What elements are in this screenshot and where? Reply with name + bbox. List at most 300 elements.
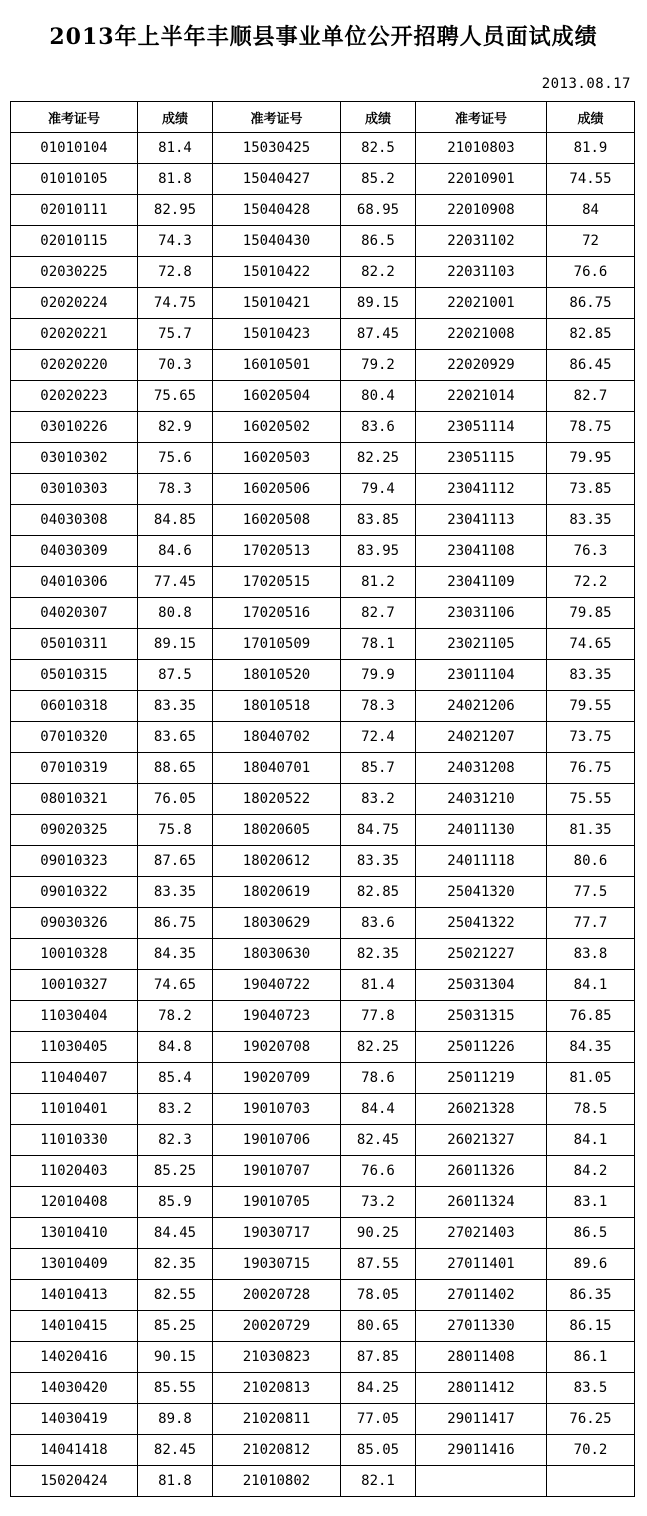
table-row	[11, 1094, 635, 1125]
exam-id-cell: 19010706	[213, 1125, 341, 1156]
exam-id-cell: 17020516	[213, 598, 341, 629]
exam-id-cell: 18010520	[213, 660, 341, 691]
exam-id-cell: 02010111	[11, 195, 138, 226]
score-cell: 88.65	[138, 753, 213, 784]
score-cell: 83.5	[547, 1373, 635, 1404]
exam-id-cell: 19030715	[213, 1249, 341, 1280]
score-cell: 89.8	[138, 1404, 213, 1435]
score-cell: 83.35	[341, 846, 416, 877]
exam-date: 2013.08.17	[541, 76, 631, 92]
exam-id-cell: 14020416	[11, 1342, 138, 1373]
header-exam-id-3: 准考证号	[416, 102, 547, 133]
table-row	[11, 288, 635, 319]
exam-id-cell: 19030717	[213, 1218, 341, 1249]
score-cell: 79.85	[547, 598, 635, 629]
score-cell: 89.6	[547, 1249, 635, 1280]
score-cell: 81.2	[341, 567, 416, 598]
exam-id-cell: 22021001	[416, 288, 547, 319]
score-cell: 84.4	[341, 1094, 416, 1125]
score-cell: 76.85	[547, 1001, 635, 1032]
exam-id-cell: 25041320	[416, 877, 547, 908]
score-cell: 86.15	[547, 1311, 635, 1342]
exam-id-cell: 25041322	[416, 908, 547, 939]
exam-id-cell: 09010322	[11, 877, 138, 908]
score-cell: 78.05	[341, 1280, 416, 1311]
exam-id-cell: 24021206	[416, 691, 547, 722]
exam-id-cell: 23011104	[416, 660, 547, 691]
score-cell: 72.8	[138, 257, 213, 288]
score-cell: 83.6	[341, 908, 416, 939]
score-cell: 87.55	[341, 1249, 416, 1280]
score-cell: 83.35	[547, 660, 635, 691]
table-row	[11, 1001, 635, 1032]
exam-id-cell: 15010422	[213, 257, 341, 288]
exam-id-cell: 16020506	[213, 474, 341, 505]
exam-id-cell: 15040427	[213, 164, 341, 195]
score-cell: 68.95	[341, 195, 416, 226]
exam-id-cell: 05010311	[11, 629, 138, 660]
exam-id-cell: 03010226	[11, 412, 138, 443]
score-cell: 85.4	[138, 1063, 213, 1094]
exam-id-cell: 18020619	[213, 877, 341, 908]
exam-id-cell: 22021008	[416, 319, 547, 350]
exam-id-cell: 06010318	[11, 691, 138, 722]
score-cell: 75.7	[138, 319, 213, 350]
score-cell: 89.15	[341, 288, 416, 319]
score-cell: 83.8	[547, 939, 635, 970]
score-cell: 82.25	[341, 443, 416, 474]
exam-id-cell: 05010315	[11, 660, 138, 691]
exam-id-cell: 09020325	[11, 815, 138, 846]
score-cell: 82.85	[341, 877, 416, 908]
table-row	[11, 257, 635, 288]
score-cell: 82.55	[138, 1280, 213, 1311]
score-cell: 84.6	[138, 536, 213, 567]
table-row	[11, 319, 635, 350]
score-cell: 76.6	[547, 257, 635, 288]
exam-id-cell: 25031315	[416, 1001, 547, 1032]
score-cell: 83.2	[341, 784, 416, 815]
score-cell: 84.1	[547, 970, 635, 1001]
score-cell: 86.1	[547, 1342, 635, 1373]
score-cell: 84.1	[547, 1125, 635, 1156]
exam-id-cell: 18010518	[213, 691, 341, 722]
table-row	[11, 939, 635, 970]
exam-id-cell: 17020513	[213, 536, 341, 567]
score-cell: 87.5	[138, 660, 213, 691]
exam-id-cell: 22021014	[416, 381, 547, 412]
score-cell: 82.5	[341, 133, 416, 164]
table-row	[11, 1373, 635, 1404]
score-cell: 84.75	[341, 815, 416, 846]
exam-id-cell: 27011401	[416, 1249, 547, 1280]
score-cell: 76.3	[547, 536, 635, 567]
exam-id-cell: 21020812	[213, 1435, 341, 1466]
exam-id-cell: 19010707	[213, 1156, 341, 1187]
exam-id-cell: 19020709	[213, 1063, 341, 1094]
exam-id-cell: 26021328	[416, 1094, 547, 1125]
header-score-1: 成绩	[138, 102, 213, 133]
exam-id-cell: 24021207	[416, 722, 547, 753]
exam-id-cell: 04030308	[11, 505, 138, 536]
exam-id-cell: 21010803	[416, 133, 547, 164]
exam-id-cell: 14030419	[11, 1404, 138, 1435]
exam-id-cell: 17020515	[213, 567, 341, 598]
score-cell: 80.6	[547, 846, 635, 877]
exam-id-cell: 21030823	[213, 1342, 341, 1373]
exam-id-cell: 09030326	[11, 908, 138, 939]
score-cell: 87.45	[341, 319, 416, 350]
table-row	[11, 164, 635, 195]
score-cell: 72	[547, 226, 635, 257]
exam-id-cell: 23051115	[416, 443, 547, 474]
score-cell: 82.2	[341, 257, 416, 288]
score-cell: 84.25	[341, 1373, 416, 1404]
score-cell: 81.4	[341, 970, 416, 1001]
score-cell: 73.75	[547, 722, 635, 753]
exam-id-cell: 16020503	[213, 443, 341, 474]
score-cell: 78.6	[341, 1063, 416, 1094]
score-cell: 83.95	[341, 536, 416, 567]
score-cell: 82.9	[138, 412, 213, 443]
exam-id-cell: 29011416	[416, 1435, 547, 1466]
exam-id-cell: 23041109	[416, 567, 547, 598]
score-cell: 77.05	[341, 1404, 416, 1435]
exam-id-cell: 16020508	[213, 505, 341, 536]
score-cell: 87.65	[138, 846, 213, 877]
score-cell: 85.25	[138, 1311, 213, 1342]
score-cell: 78.3	[138, 474, 213, 505]
exam-id-cell: 22010901	[416, 164, 547, 195]
score-cell: 84.35	[138, 939, 213, 970]
exam-id-cell: 26011324	[416, 1187, 547, 1218]
score-cell: 82.95	[138, 195, 213, 226]
exam-id-cell: 23041113	[416, 505, 547, 536]
exam-id-cell: 18020612	[213, 846, 341, 877]
score-cell: 82.35	[341, 939, 416, 970]
exam-id-cell: 11010401	[11, 1094, 138, 1125]
score-cell: 86.5	[341, 226, 416, 257]
table-row	[11, 1156, 635, 1187]
exam-id-cell: 08010321	[11, 784, 138, 815]
exam-id-cell: 11040407	[11, 1063, 138, 1094]
score-cell: 86.5	[547, 1218, 635, 1249]
score-cell: 78.5	[547, 1094, 635, 1125]
exam-id-cell: 18040701	[213, 753, 341, 784]
exam-id-cell: 23051114	[416, 412, 547, 443]
exam-id-cell: 18030630	[213, 939, 341, 970]
score-cell: 85.05	[341, 1435, 416, 1466]
score-cell: 77.5	[547, 877, 635, 908]
score-cell: 90.25	[341, 1218, 416, 1249]
score-cell: 82.45	[138, 1435, 213, 1466]
score-cell: 77.7	[547, 908, 635, 939]
table-row	[11, 908, 635, 939]
table-row	[11, 1280, 635, 1311]
score-cell: 74.55	[547, 164, 635, 195]
score-cell: 77.45	[138, 567, 213, 598]
table-row	[11, 536, 635, 567]
score-cell: 85.9	[138, 1187, 213, 1218]
table-row	[11, 1435, 635, 1466]
score-cell: 84.2	[547, 1156, 635, 1187]
score-cell: 85.7	[341, 753, 416, 784]
exam-id-cell: 29011417	[416, 1404, 547, 1435]
exam-id-cell: 23041108	[416, 536, 547, 567]
exam-id-cell: 21020813	[213, 1373, 341, 1404]
header-row	[11, 102, 635, 133]
exam-id-cell: 04030309	[11, 536, 138, 567]
score-cell: 79.9	[341, 660, 416, 691]
table-row	[11, 753, 635, 784]
exam-id-cell: 18040702	[213, 722, 341, 753]
exam-id-cell: 27011402	[416, 1280, 547, 1311]
score-cell: 79.4	[341, 474, 416, 505]
score-cell: 84.8	[138, 1032, 213, 1063]
exam-id-cell: 19010705	[213, 1187, 341, 1218]
score-cell: 76.6	[341, 1156, 416, 1187]
exam-id-cell: 03010303	[11, 474, 138, 505]
exam-id-cell: 10010327	[11, 970, 138, 1001]
score-cell: 75.65	[138, 381, 213, 412]
exam-id-cell: 25031304	[416, 970, 547, 1001]
score-cell: 86.35	[547, 1280, 635, 1311]
table-row	[11, 412, 635, 443]
header-exam-id-2: 准考证号	[213, 102, 341, 133]
exam-id-cell: 24031208	[416, 753, 547, 784]
score-cell: 72.4	[341, 722, 416, 753]
exam-id-cell: 02020221	[11, 319, 138, 350]
score-cell: 84.85	[138, 505, 213, 536]
exam-id-cell: 15010423	[213, 319, 341, 350]
exam-id-cell: 03010302	[11, 443, 138, 474]
exam-id-cell: 20020728	[213, 1280, 341, 1311]
exam-id-cell: 14010413	[11, 1280, 138, 1311]
table-row	[11, 1187, 635, 1218]
score-cell: 82.35	[138, 1249, 213, 1280]
score-cell: 78.1	[341, 629, 416, 660]
exam-id-cell: 07010319	[11, 753, 138, 784]
exam-id-cell: 07010320	[11, 722, 138, 753]
table-row	[11, 1125, 635, 1156]
score-cell: 83.35	[138, 877, 213, 908]
table-row	[11, 443, 635, 474]
exam-id-cell: 25011219	[416, 1063, 547, 1094]
exam-id-cell: 14041418	[11, 1435, 138, 1466]
table-row	[11, 567, 635, 598]
score-cell: 81.4	[138, 133, 213, 164]
exam-id-cell: 19040723	[213, 1001, 341, 1032]
exam-id-cell: 19040722	[213, 970, 341, 1001]
exam-id-cell: 15040430	[213, 226, 341, 257]
table-row	[11, 815, 635, 846]
table-row	[11, 877, 635, 908]
score-cell: 80.65	[341, 1311, 416, 1342]
score-cell: 75.6	[138, 443, 213, 474]
table-row	[11, 1404, 635, 1435]
exam-id-cell: 28011408	[416, 1342, 547, 1373]
exam-id-cell: 18020605	[213, 815, 341, 846]
table-row	[11, 1466, 635, 1497]
score-cell: 74.3	[138, 226, 213, 257]
exam-id-cell: 16010501	[213, 350, 341, 381]
exam-id-cell: 19010703	[213, 1094, 341, 1125]
exam-id-cell: 21010802	[213, 1466, 341, 1497]
score-cell: 82.25	[341, 1032, 416, 1063]
score-cell: 82.45	[341, 1125, 416, 1156]
score-cell: 83.35	[547, 505, 635, 536]
table-row	[11, 226, 635, 257]
scores-body	[11, 133, 635, 1497]
table-row	[11, 1218, 635, 1249]
score-cell: 84.35	[547, 1032, 635, 1063]
exam-id-cell: 09010323	[11, 846, 138, 877]
exam-id-cell: 15010421	[213, 288, 341, 319]
exam-id-cell: 15040428	[213, 195, 341, 226]
table-row	[11, 691, 635, 722]
score-cell: 72.2	[547, 567, 635, 598]
exam-id-cell: 26011326	[416, 1156, 547, 1187]
score-cell: 84.45	[138, 1218, 213, 1249]
score-cell: 83.6	[341, 412, 416, 443]
exam-id-cell: 20020729	[213, 1311, 341, 1342]
score-cell: 83.65	[138, 722, 213, 753]
score-cell: 73.2	[341, 1187, 416, 1218]
score-cell: 83.35	[138, 691, 213, 722]
score-cell: 79.55	[547, 691, 635, 722]
exam-id-cell: 11020403	[11, 1156, 138, 1187]
exam-id-cell: 16020504	[213, 381, 341, 412]
header-exam-id-1: 准考证号	[11, 102, 138, 133]
score-cell: 75.55	[547, 784, 635, 815]
score-cell: 89.15	[138, 629, 213, 660]
table-row	[11, 629, 635, 660]
exam-id-cell: 22031103	[416, 257, 547, 288]
exam-id-cell: 25021227	[416, 939, 547, 970]
exam-id-cell: 16020502	[213, 412, 341, 443]
score-cell: 86.75	[547, 288, 635, 319]
score-cell: 81.8	[138, 1466, 213, 1497]
table-row	[11, 1342, 635, 1373]
exam-id-cell: 22010908	[416, 195, 547, 226]
score-cell: 77.8	[341, 1001, 416, 1032]
score-cell: 82.7	[547, 381, 635, 412]
exam-id-cell: 02030225	[11, 257, 138, 288]
score-cell	[547, 1466, 635, 1497]
table-row	[11, 474, 635, 505]
exam-id-cell: 27021403	[416, 1218, 547, 1249]
exam-id-cell: 17010509	[213, 629, 341, 660]
exam-id-cell: 25011226	[416, 1032, 547, 1063]
exam-id-cell: 01010105	[11, 164, 138, 195]
exam-id-cell: 13010410	[11, 1218, 138, 1249]
exam-id-cell: 02010115	[11, 226, 138, 257]
score-cell: 82.3	[138, 1125, 213, 1156]
score-cell: 81.05	[547, 1063, 635, 1094]
score-cell: 83.2	[138, 1094, 213, 1125]
score-cell: 76.05	[138, 784, 213, 815]
table-row	[11, 1063, 635, 1094]
exam-id-cell: 14030420	[11, 1373, 138, 1404]
score-cell: 80.8	[138, 598, 213, 629]
exam-id-cell: 23031106	[416, 598, 547, 629]
score-cell: 85.55	[138, 1373, 213, 1404]
score-cell: 85.2	[341, 164, 416, 195]
exam-id-cell: 15020424	[11, 1466, 138, 1497]
table-row	[11, 505, 635, 536]
exam-id-cell: 12010408	[11, 1187, 138, 1218]
exam-id-cell: 18030629	[213, 908, 341, 939]
table-row	[11, 598, 635, 629]
exam-id-cell: 10010328	[11, 939, 138, 970]
table-row	[11, 722, 635, 753]
page-title: 2013年上半年丰顺县事业单位公开招聘人员面试成绩	[49, 24, 598, 50]
table-row	[11, 1032, 635, 1063]
exam-id-cell: 22020929	[416, 350, 547, 381]
score-cell: 70.2	[547, 1435, 635, 1466]
score-cell: 78.3	[341, 691, 416, 722]
score-cell: 82.7	[341, 598, 416, 629]
header-score-3: 成绩	[547, 102, 635, 133]
score-cell: 87.85	[341, 1342, 416, 1373]
score-cell: 78.75	[547, 412, 635, 443]
exam-id-cell: 23041112	[416, 474, 547, 505]
score-cell: 81.35	[547, 815, 635, 846]
exam-id-cell: 19020708	[213, 1032, 341, 1063]
score-cell: 74.65	[138, 970, 213, 1001]
exam-id-cell: 18020522	[213, 784, 341, 815]
table-row	[11, 350, 635, 381]
score-cell: 76.75	[547, 753, 635, 784]
score-cell: 86.45	[547, 350, 635, 381]
exam-id-cell: 26021327	[416, 1125, 547, 1156]
exam-id-cell: 21020811	[213, 1404, 341, 1435]
exam-id-cell: 02020224	[11, 288, 138, 319]
score-cell: 81.8	[138, 164, 213, 195]
exam-id-cell: 04020307	[11, 598, 138, 629]
exam-id-cell: 13010409	[11, 1249, 138, 1280]
score-cell: 75.8	[138, 815, 213, 846]
score-cell: 78.2	[138, 1001, 213, 1032]
exam-id-cell: 27011330	[416, 1311, 547, 1342]
score-cell: 79.2	[341, 350, 416, 381]
score-cell: 90.15	[138, 1342, 213, 1373]
exam-id-cell: 28011412	[416, 1373, 547, 1404]
exam-id-cell: 01010104	[11, 133, 138, 164]
exam-id-cell: 11030405	[11, 1032, 138, 1063]
exam-id-cell	[416, 1466, 547, 1497]
score-cell: 86.75	[138, 908, 213, 939]
table-row	[11, 195, 635, 226]
table-row	[11, 846, 635, 877]
exam-id-cell: 15030425	[213, 133, 341, 164]
table-row	[11, 133, 635, 164]
table-row	[11, 1311, 635, 1342]
exam-id-cell: 24011130	[416, 815, 547, 846]
score-cell: 74.75	[138, 288, 213, 319]
score-cell: 74.65	[547, 629, 635, 660]
table-row	[11, 660, 635, 691]
table-row	[11, 381, 635, 412]
exam-id-cell: 14010415	[11, 1311, 138, 1342]
header-score-2: 成绩	[341, 102, 416, 133]
score-cell: 73.85	[547, 474, 635, 505]
exam-id-cell: 22031102	[416, 226, 547, 257]
exam-id-cell: 23021105	[416, 629, 547, 660]
score-cell: 83.1	[547, 1187, 635, 1218]
score-cell: 79.95	[547, 443, 635, 474]
exam-id-cell: 11010330	[11, 1125, 138, 1156]
